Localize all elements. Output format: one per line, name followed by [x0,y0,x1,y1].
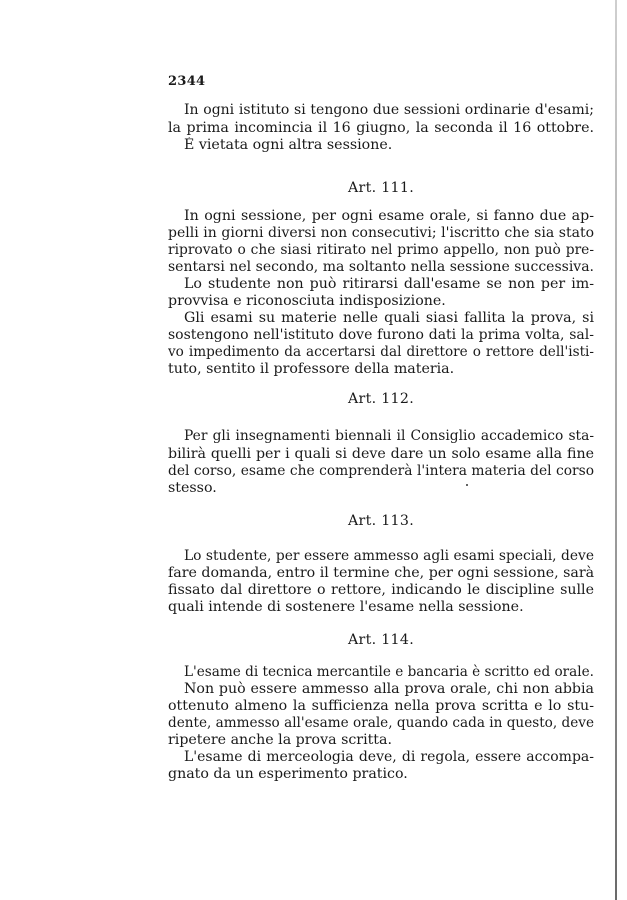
text-line: In ogni sessione, per ogni esame orale, si fanno due ap- [184,208,594,224]
text-line: del corso, esame che comprenderà l'intera materia del corso [168,463,594,479]
text-line: fare domanda, entro il termine che, per ogni sessione, sarà [168,565,594,581]
text-line: Lo studente non può ritirarsi dall'esame se non per im- [184,276,594,292]
text-line: gnato da un esperimento pratico. [168,766,408,782]
text-line: dente, ammesso all'esame orale, quando cada in questo, deve [168,715,594,731]
text-line: Per gli insegnamenti biennali il Consiglio accademico sta- [184,428,594,444]
text-line: fissato dal direttore o rettore, indicando le discipline sulle [168,582,594,598]
text-line: Gli esami su materie nelle quali siasi fallita la prova, si [184,310,594,326]
page-edge-shadow [615,0,617,900]
text-line: provvisa e riconosciuta indisposizione. [168,293,446,309]
text-line: ottenuto almeno la sufficienza nella prova scritta e lo stu- [168,698,594,714]
text-line: In ogni istituto si tengono due sessioni ordinarie d'esami; [184,102,594,118]
text-line: tuto, sentito il professore della materia. [168,361,455,377]
text-line: sentarsi nel secondo, ma soltanto nella sessione successiva. [168,259,594,275]
text-line: stesso. [168,480,217,496]
text-line: ripetere anche la prova scritta. [168,732,392,748]
text-line: pelli in giorni diversi non consecutivi; l'iscritto che sia stato [168,225,594,241]
text-line: la prima incomincia il 16 giugno, la seconda il 16 ottobre. [168,120,594,136]
article-heading: Art. 114. [347,632,415,648]
text-line: sostengono nell'istituto dove furono dati la prima volta, sal- [168,327,594,343]
print-speck [466,484,468,486]
text-line: L'esame di merceologia deve, di regola, essere accompa- [184,749,594,765]
article-heading: Art. 113. [347,513,415,529]
text-line: quali intende di sostenere l'esame nella sessione. [168,599,524,615]
text-line: bilirà quelli per i quali si deve dare un solo esame alla fine [168,446,594,462]
text-line: vo impedimento da accertarsi dal direttore o rettore dell'isti- [168,344,594,360]
text-line: riprovato o che siasi ritirato nel primo appello, non può pre- [168,242,594,258]
text-line: Lo studente, per essere ammesso agli esami speciali, deve [184,548,594,564]
text-line: È vietata ogni altra sessione. [184,137,393,153]
text-line: L'esame di tecnica mercantile e bancaria è scritto ed orale. [184,664,594,680]
page-number: 2344 [168,74,206,89]
article-heading: Art. 111. [347,180,415,196]
article-heading: Art. 112. [347,391,415,407]
text-line: Non può essere ammesso alla prova orale, chi non abbia [184,681,594,697]
